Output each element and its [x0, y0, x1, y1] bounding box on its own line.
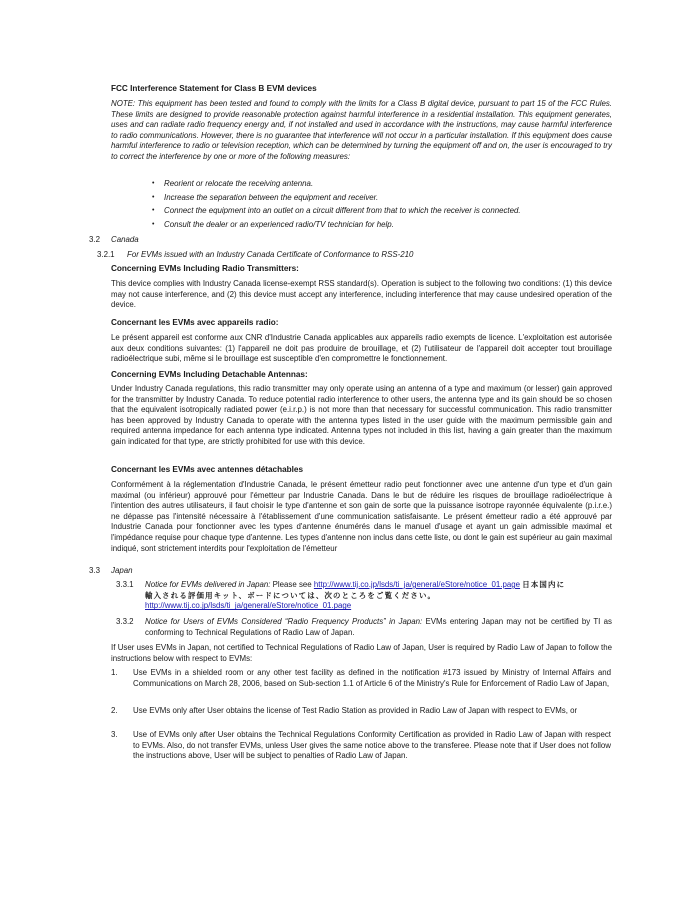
notice1-link-2[interactable]: http://www.tij.co.jp/lsds/ti_ja/general/eStore/notice_01.page — [145, 601, 352, 611]
measure-item: • Consult the dealer or an experienced radio/TV technician for help. — [152, 218, 612, 232]
instruction-text: Use EVMs in a shielded room or any other test facility as defined in the notification #173 issued by Ministry of Internal Affairs and Communications on March 28, 2006, based on Sub-section 1.1 of Article 6 of the Ministry's Rule for Enforcement of Radio Law of Japan, — [133, 668, 611, 688]
instruction-text: Use of EVMs only after User obtains the Technical Regulations Conformity Certification as provided in Radio Law of Japan with respect to EVMs. Also, do not transfer EVMs, unless User gives the same notice above to the transferee. Please note that if User does not follow the instructions above, User will be subject to penalties of Radio Law of Japan. — [133, 730, 611, 761]
radio-transmitters-heading: Concerning EVMs Including Radio Transmitters: — [111, 264, 299, 273]
notice1-text — [145, 580, 615, 612]
section-canada-title: Canada — [111, 235, 139, 244]
antennes-detachables-heading: Concernant les EVMs avec antennes détachables — [111, 465, 304, 474]
detachable-antennas-heading: Concerning EVMs Including Detachable Antennas: — [111, 370, 308, 379]
radio-transmitters-body: This device complies with Industry Canada license-exempt RSS standard(s). Operation is subject to the following two conditions: (1) this device may not cause interference, and (2) this device must accept any interference, including interference that may cause undesired operation of the device. — [111, 279, 612, 310]
notice1-link-1[interactable]: http://www.tij.co.jp/lsds/ti_ja/general/eStore/notice_01.page — [313, 580, 521, 589]
section-canada-number: 3.2 — [89, 235, 100, 244]
notice1-please-see: Please see — [270, 580, 314, 589]
instruction-text: Use EVMs only after User obtains the license of Test Radio Station as provided in Radio Law of Japan with respect to EVMs, or — [133, 706, 578, 715]
appareils-radio-heading: Concernant les EVMs avec appareils radio: — [111, 318, 279, 327]
japan-intro: If User uses EVMs in Japan, not certified to Technical Regulations of Radio Law of Japan, User is required by Radio Law of Japan to follow the instructions below with respect to EVMs: — [111, 643, 612, 663]
antennes-detachables-body: Conformément à la réglementation d'Industrie Canada, le présent émetteur radio peut fonctionner avec une antenne d'un type et d'un gain maximal (ou inférieur) approuvé pour l'émetteur par Industrie Canada. Dans le but de réduire les risques de brouillage radioélectrique à l'intention des autres utilisateurs, il faut choisir le type d'antenne et son gain de sorte que la puissance isotrope rayonnée équivalente (p.i.r.e.) ne dépasse pas l'intensité nécessaire à l'établissement d'une communication satisfaisante. Le présent émetteur radio a été approuvé par Industrie Canada pour fonctionner avec les types d'antenne énumérés dans le manuel d'usage et ayant un gain admissible maximal et l'impédance requise pour chaque type d'antenne. Les types d'antenne non inclus dans cette liste, ou dont le gain est supérieur au gain maximal indiqué, sont strictement interdits pour l'exploitation de l'émetteur — [111, 480, 612, 553]
notice1-jp-text-1: 日本国内に — [522, 580, 566, 589]
instruction-number: 1. — [111, 668, 118, 677]
measure-item: • Connect the equipment into an outlet on a circuit different from that to which the receiver is connected. — [152, 204, 612, 218]
measure-item: • Reorient or relocate the receiving antenna. — [152, 177, 612, 191]
instruction-item — [111, 730, 612, 764]
detachable-antennas-body: Under Industry Canada regulations, this radio transmitter may only operate using an antenna of a type and maximum (or lesser) gain approved for the transmitter by Industry Canada. To reduce potential radio interference to other users, the antenna type and its gain should be so chosen that the equivalent isotropically radiated power (e.i.r.p.) is not more than that necessary for successful communication. This radio transmitter has been approved by Industry Canada to operate with the antenna types listed in the user guide with the maximum permissible gain and required antenna impedance for each antenna type indicated. Antenna types not included in this list, having a gain greater than the maximum gain indicated for that type, are strictly prohibited for use with this device. — [111, 384, 612, 446]
fcc-heading: FCC Interference Statement for Class B EVM devices — [111, 84, 317, 93]
fcc-note: NOTE: This equipment has been tested and found to comply with the limits for a Class B digital device, pursuant to part 15 of the FCC Rules. These limits are designed to provide reasonable protection against harmful interference in a residential installation. This equipment generates, uses and can radiate radio frequency energy and, if not installed and used in accordance with the instructions, may cause harmful interference to radio communications. However, there is no guarantee that interference will not occur in a particular installation. If this equipment does cause harmful interference to radio or television reception, which can be determined by turning the equipment off and on, the user is encouraged to try to correct the interference by one or more of the following measures: — [111, 99, 612, 161]
appareils-radio-body: Le présent appareil est conforme aux CNR d'Industrie Canada applicables aux appareils radio exempts de licence. L'exploitation est autorisée aux deux conditions suivantes: (1) l'appareil ne doit pas produire de brouillage, et (2) l'utilisateur de l'appareil doit accepter tout brouillage radioélectrique subi, même si le brouillage est susceptible d'en compromettre le fonctionnement. — [111, 333, 612, 364]
fcc-measures-list — [152, 177, 612, 231]
instruction-item — [111, 668, 612, 704]
instruction-number: 3. — [111, 730, 118, 739]
subsection-3-2-1-number: 3.2.1 — [97, 250, 115, 259]
notice2-body: EVMs entering Japan may not be certified by TI as conforming to Technical Regulations of Radio Law of Japan. — [145, 617, 612, 637]
instruction-number: 2. — [111, 706, 118, 715]
instruction-item — [111, 706, 612, 728]
notice2-text — [145, 617, 612, 638]
notice1-lead: Notice for EVMs delivered in Japan: — [145, 580, 271, 589]
notice2-number: 3.3.2 — [116, 617, 134, 626]
section-japan-number: 3.3 — [89, 566, 100, 575]
measure-item: • Increase the separation between the equipment and receiver. — [152, 191, 612, 205]
notice1-jp-text-2: 輸入される評価用キット、ボードについては、次のところをご覧ください。 — [145, 590, 437, 600]
notice2-lead: Notice for Users of EVMs Considered “Radio Frequency Products” in Japan: — [145, 617, 423, 626]
subsection-3-2-1-title: For EVMs issued with an Industry Canada Certificate of Conformance to RSS-210 — [127, 250, 414, 259]
notice1-number: 3.3.1 — [116, 580, 134, 589]
section-japan-title: Japan — [111, 566, 133, 575]
